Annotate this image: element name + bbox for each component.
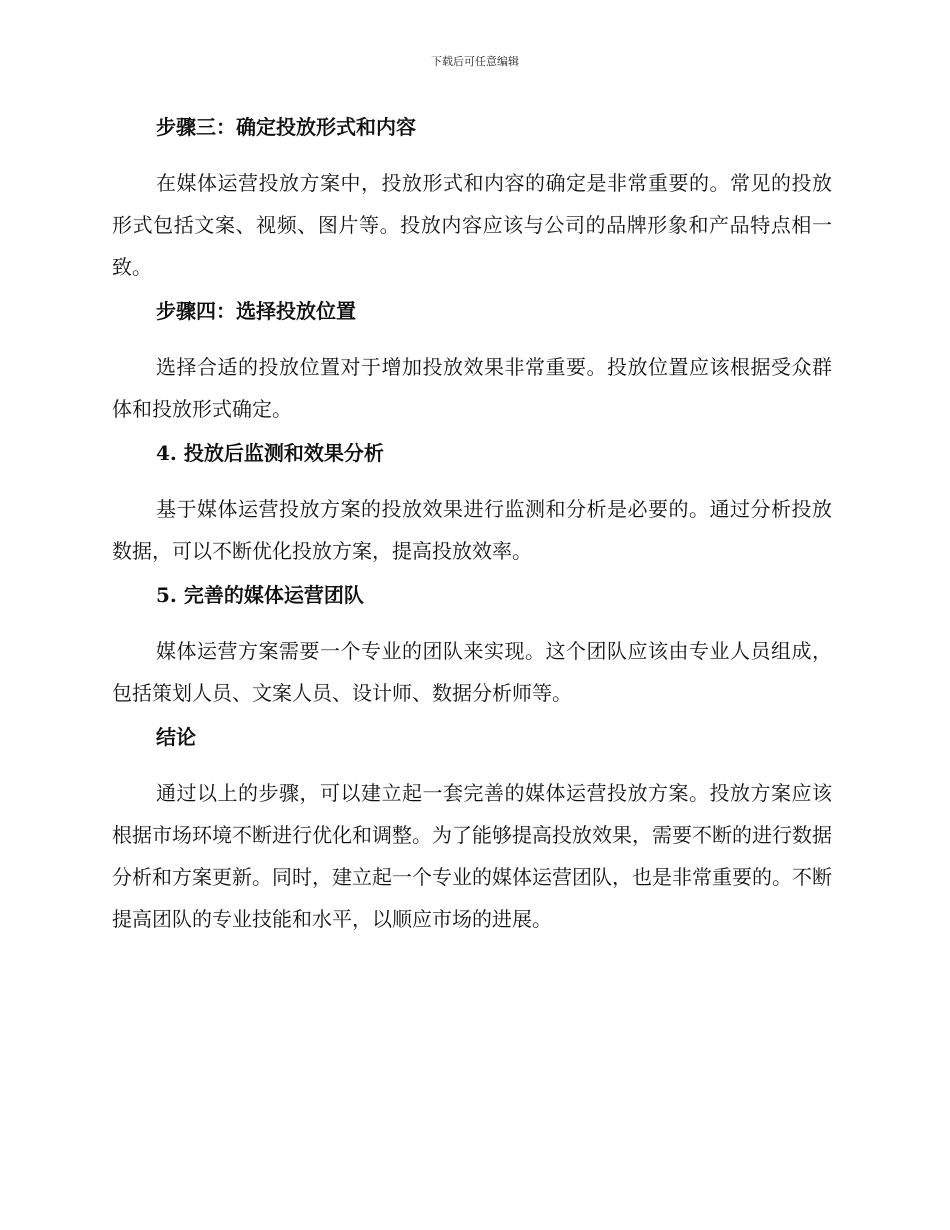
section-heading-conclusion: 结论 bbox=[156, 725, 196, 749]
section-heading-monitoring: 4. 投放后监测和效果分析 bbox=[156, 441, 384, 465]
section-heading-step-three: 步骤三：确定投放形式和内容 bbox=[156, 115, 416, 139]
document-body bbox=[112, 112, 832, 940]
section-paragraph-step-three: 在媒体运营投放方案中，投放形式和内容的确定是非常重要的。常见的投放形式包括文案、视频、图片等。投放内容应该与公司的品牌形象和产品特点相一致。 bbox=[112, 171, 832, 279]
section-heading-step-four: 步骤四：选择投放位置 bbox=[156, 299, 356, 323]
section-paragraph-conclusion: 通过以上的步骤，可以建立起一套完善的媒体运营投放方案。投放方案应该根据市场环境不断进行优化和调整。为了能够提高投放效果，需要不断的进行数据分析和方案更新。同时，建立起一个专业的媒体运营团队，也是非常重要的。不断提高团队的专业技能和水平，以顺应市场的进展。 bbox=[112, 781, 832, 931]
running-header: 下载后可任意编辑 bbox=[431, 55, 519, 68]
section-heading-team: 5. 完善的媒体运营团队 bbox=[156, 583, 364, 607]
section-paragraph-monitoring: 基于媒体运营投放方案的投放效果进行监测和分析是必要的。通过分析投放数据，可以不断优化投放方案，提高投放效率。 bbox=[112, 497, 832, 563]
section-paragraph-team: 媒体运营方案需要一个专业的团队来实现。这个团队应该由专业人员组成，包括策划人员、文案人员、设计师、数据分析师等。 bbox=[112, 639, 832, 705]
section-paragraph-step-four: 选择合适的投放位置对于增加投放效果非常重要。投放位置应该根据受众群体和投放形式确定。 bbox=[112, 355, 832, 421]
